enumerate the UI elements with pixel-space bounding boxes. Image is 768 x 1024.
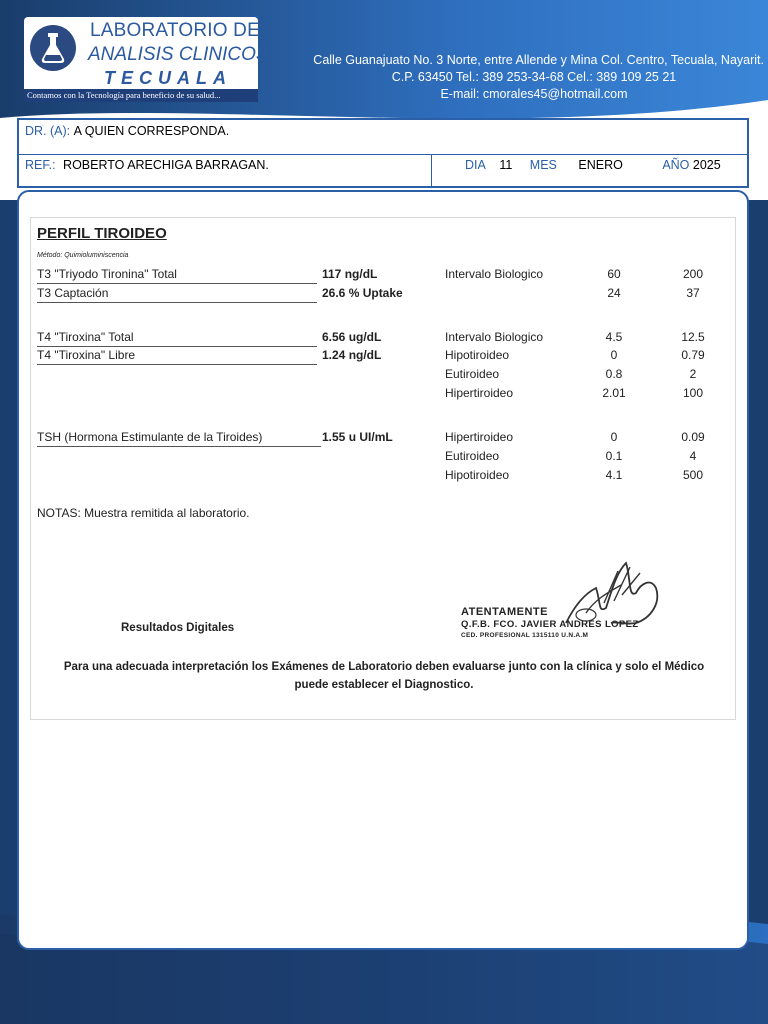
patient-header bbox=[17, 118, 749, 188]
email: E-mail: cmorales45@hotmail.com bbox=[440, 87, 628, 101]
test-name: T3 Captación bbox=[37, 286, 109, 300]
reference-max: 0.09 bbox=[681, 430, 705, 444]
sign-off: ATENTAMENTE bbox=[461, 606, 548, 618]
disclaimer-line-1: Para una adecuada interpretación los Exámenes de Laboratorio deben evaluarse junto con la clínica y solo el Médico bbox=[63, 661, 705, 673]
reference-label: Hipotiroideo bbox=[445, 348, 510, 362]
reference-max: 0.79 bbox=[681, 348, 705, 362]
reference-max: 37 bbox=[686, 286, 700, 300]
phones: C.P. 63450 Tel.: 389 253-34-68 Cel.: 389 109 25 21 bbox=[391, 70, 677, 84]
underline bbox=[37, 302, 317, 303]
test-value: 117 ng/dL bbox=[322, 267, 378, 281]
reference-max: 100 bbox=[682, 386, 704, 400]
underline bbox=[37, 364, 317, 365]
contact-info bbox=[264, 52, 764, 103]
reference-label: Intervalo Biologico bbox=[445, 267, 544, 281]
logo-line-3: TECUALA bbox=[104, 68, 232, 88]
test-value: 1.24 ng/dL bbox=[322, 348, 382, 362]
reference-min: 4.1 bbox=[605, 468, 623, 482]
report-title: PERFIL TIROIDEO bbox=[37, 225, 167, 242]
reference-label: Hipertiroideo bbox=[445, 430, 514, 444]
reference-label: Eutiroideo bbox=[445, 367, 500, 381]
underline bbox=[37, 283, 317, 284]
underline bbox=[37, 346, 317, 347]
reference-min: 0 bbox=[610, 430, 618, 444]
reference-min: 4.5 bbox=[605, 330, 623, 344]
lab-report bbox=[30, 217, 736, 720]
test-value: 26.6 % Uptake bbox=[322, 286, 403, 300]
patient-name: ROBERTO ARECHIGA BARRAGAN. bbox=[63, 158, 269, 172]
reference-min: 60 bbox=[607, 267, 621, 281]
reference-label: Eutiroideo bbox=[445, 449, 500, 463]
logo-line-1: LABORATORIO DE bbox=[90, 20, 260, 41]
reference-min: 0.1 bbox=[605, 449, 623, 463]
ref-label: REF.: bbox=[25, 158, 56, 172]
reference-min: 2.01 bbox=[602, 386, 626, 400]
signer-name: Q.F.B. FCO. JAVIER ANDRES LOPEZ bbox=[461, 619, 639, 630]
reference-max: 4 bbox=[689, 449, 697, 463]
logo-line-2: ANALISIS CLINICOS bbox=[88, 44, 269, 65]
reference-max: 200 bbox=[682, 267, 704, 281]
test-value: 1.55 u UI/mL bbox=[322, 430, 393, 444]
underline bbox=[37, 446, 321, 447]
logo-tagline: Contamos con la Tecnología para beneficio de su salud... bbox=[24, 89, 258, 102]
reference-label: Intervalo Biologico bbox=[445, 330, 544, 344]
disclaimer bbox=[41, 658, 727, 694]
digital-results-label: Resultados Digitales bbox=[121, 622, 235, 634]
lab-logo bbox=[24, 17, 269, 102]
reference-max: 12.5 bbox=[681, 330, 705, 344]
year-value: 2025 bbox=[692, 158, 721, 172]
test-name: T4 "Tiroxina" Total bbox=[37, 330, 134, 344]
handwritten-signature bbox=[556, 553, 666, 633]
address: Calle Guanajuato No. 3 Norte, entre Allende y Mina Col. Centro, Tecuala, Nayarit. bbox=[313, 53, 764, 67]
flask-icon bbox=[30, 25, 76, 71]
day-value: 11 bbox=[499, 158, 513, 172]
reference-min: 0 bbox=[610, 348, 618, 362]
reference-min: 0.8 bbox=[605, 367, 623, 381]
report-notes: NOTAS: Muestra remitida al laboratorio. bbox=[37, 506, 250, 520]
reference-max: 2 bbox=[689, 367, 697, 381]
test-name: T4 "Tiroxina" Libre bbox=[37, 348, 136, 362]
report-method: Método: Quimioluminiscencia bbox=[37, 252, 129, 259]
year-label: AÑO bbox=[662, 158, 690, 172]
day-label: DIA bbox=[465, 158, 486, 172]
test-value: 6.56 ug/dL bbox=[322, 330, 382, 344]
reference-label: Hipotiroideo bbox=[445, 468, 510, 482]
test-name: T3 "Triyodo Tironina" Total bbox=[37, 267, 177, 281]
ref-row bbox=[25, 158, 269, 172]
header-vertical-divider bbox=[431, 154, 432, 188]
month-value: ENERO bbox=[578, 158, 623, 172]
date-row bbox=[465, 158, 721, 172]
header-divider bbox=[19, 154, 747, 155]
reference-max: 500 bbox=[682, 468, 704, 482]
signer-license: CED. PROFESIONAL 1315110 U.N.A.M bbox=[461, 632, 589, 639]
month-label: MES bbox=[529, 158, 557, 172]
doctor-value: A QUIEN CORRESPONDA. bbox=[73, 124, 230, 138]
reference-min: 24 bbox=[607, 286, 621, 300]
disclaimer-line-2: puede establecer el Diagnostico. bbox=[294, 679, 474, 691]
doctor-label: DR. (A): bbox=[25, 124, 71, 138]
doctor-row bbox=[25, 124, 229, 138]
reference-label: Hipertiroideo bbox=[445, 386, 514, 400]
test-name: TSH (Hormona Estimulante de la Tiroides) bbox=[37, 430, 263, 444]
